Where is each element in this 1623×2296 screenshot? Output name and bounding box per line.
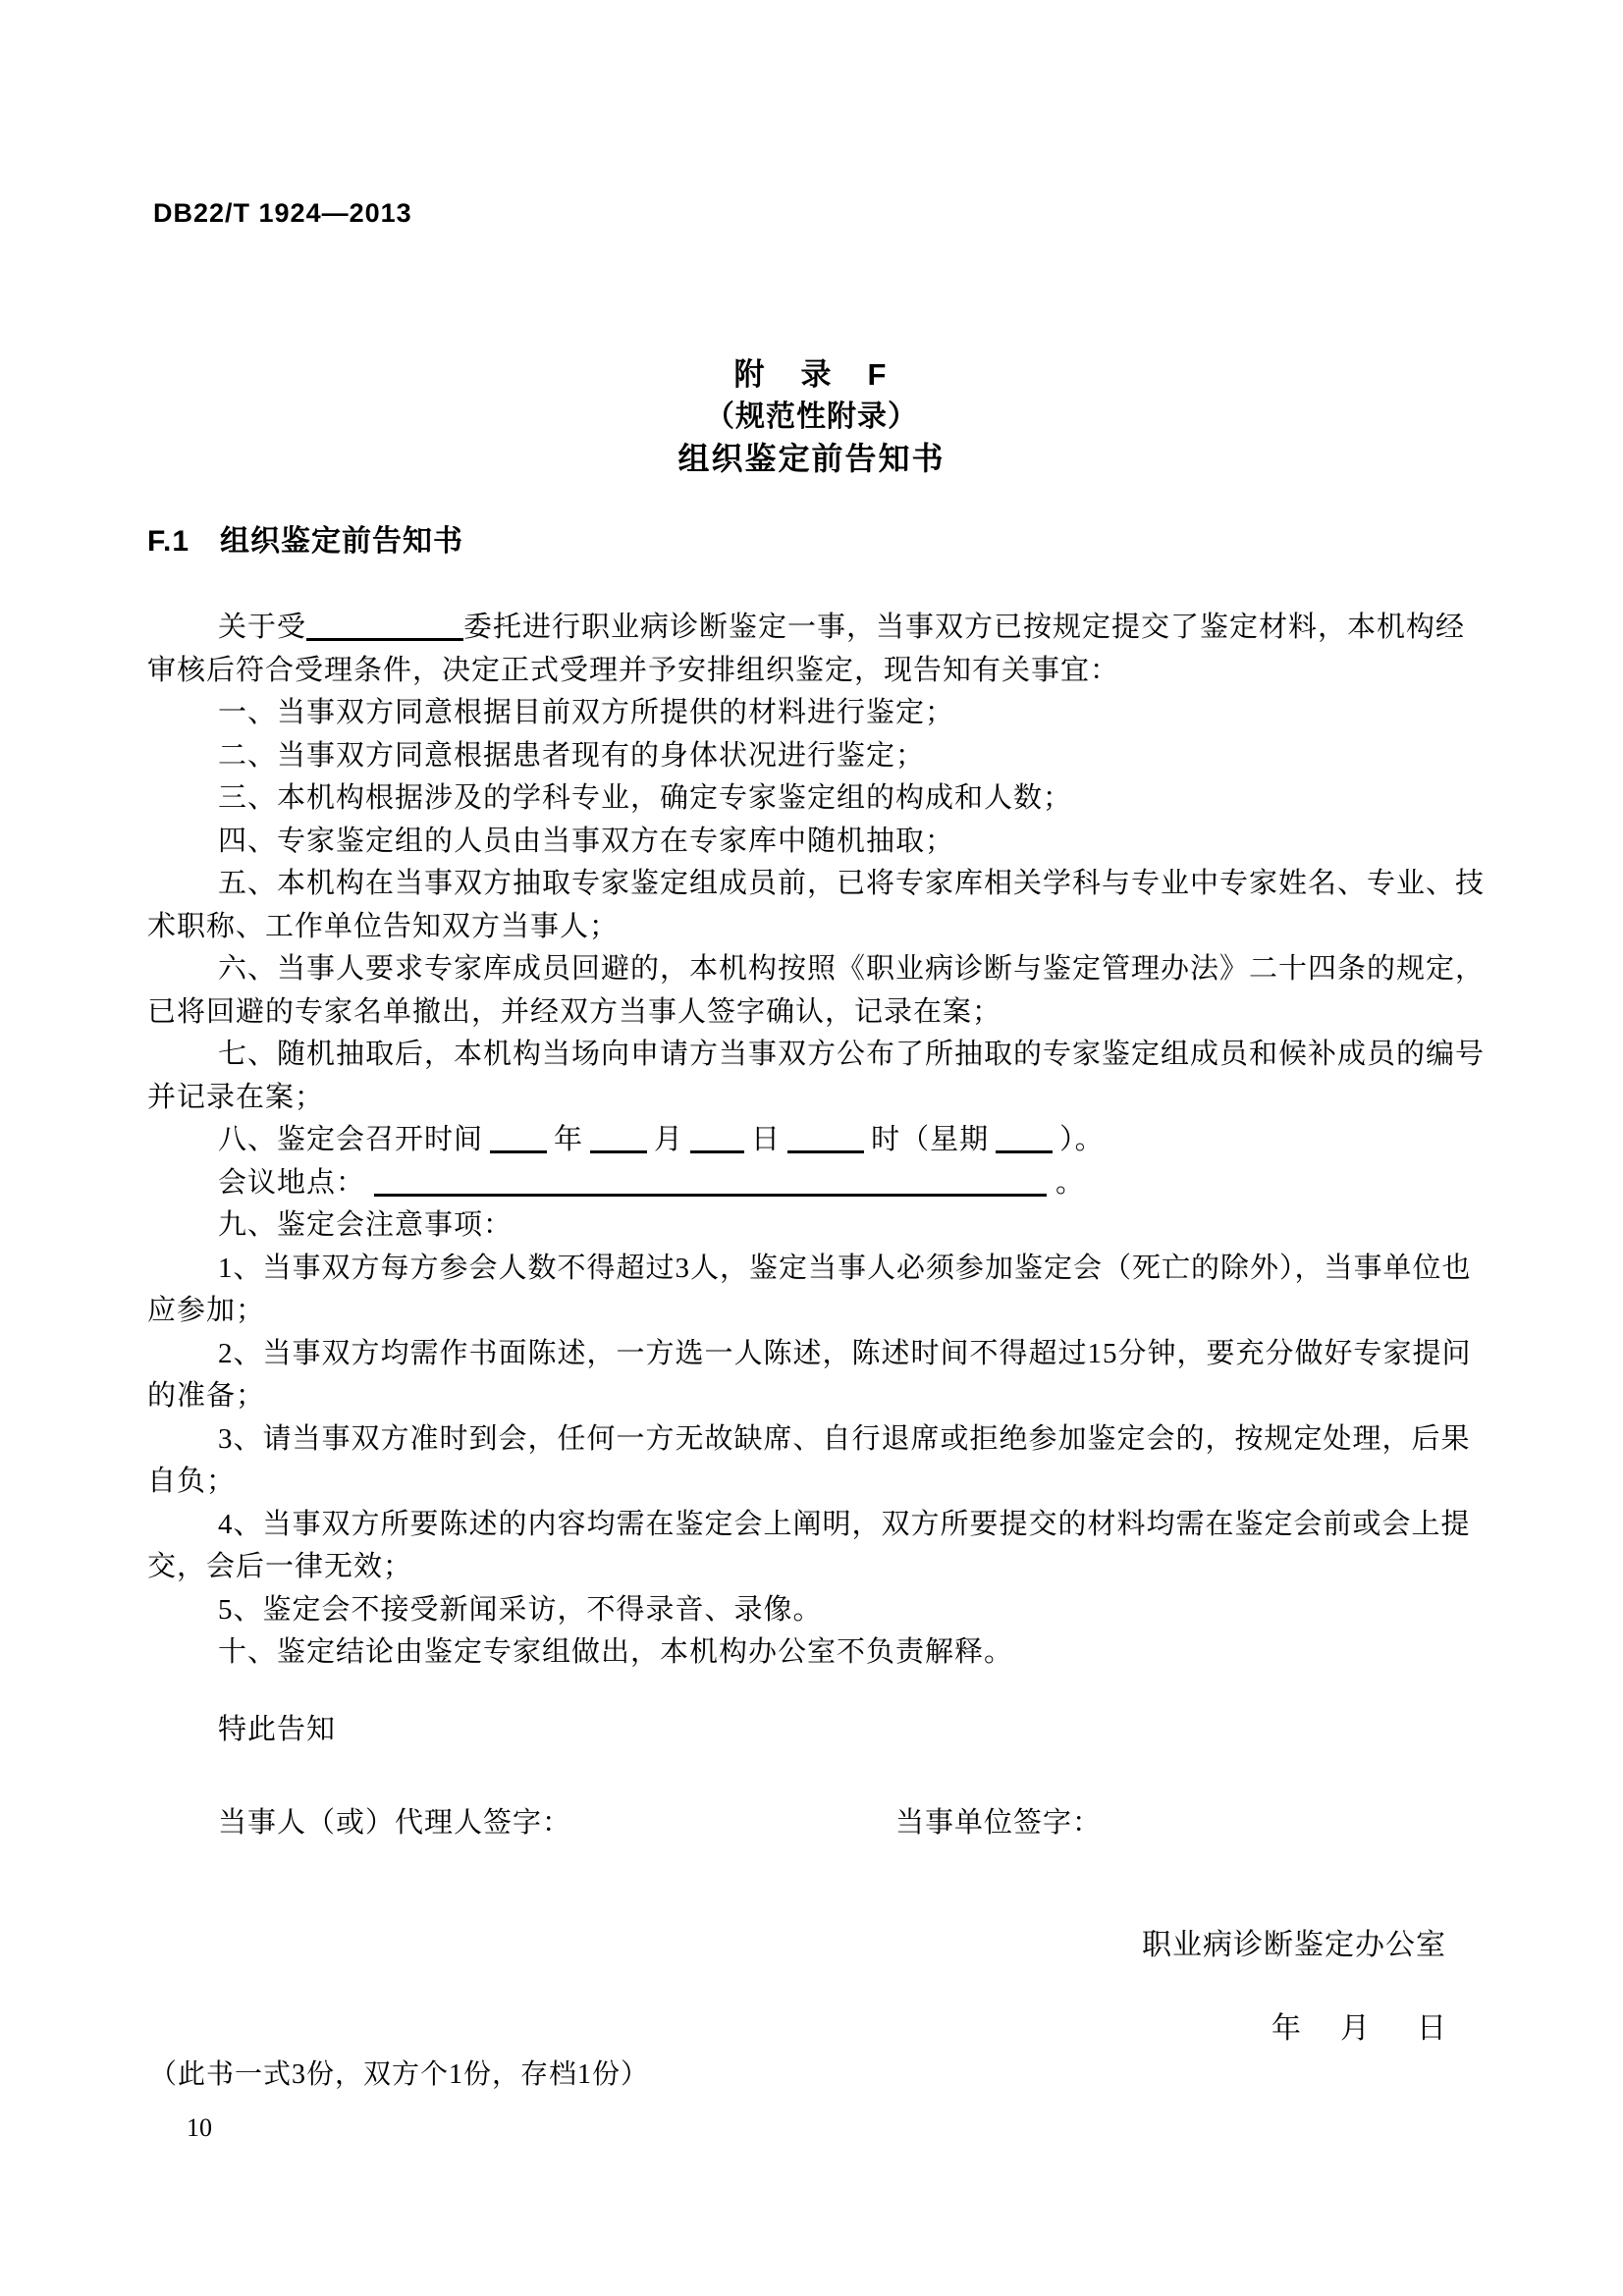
body-line: 5、鉴定会不接受新闻采访，不得录音、录像。: [218, 1593, 823, 1626]
appendix-letter-title: 附 录 F: [733, 357, 890, 392]
date-placeholder-line: [1271, 2007, 1446, 2050]
body-line: 三、本机构根据涉及的学科专业，确定专家鉴定组的构成和人数；: [218, 782, 1073, 814]
body-line: 的准备；: [147, 1380, 266, 1412]
blank-field: [996, 1150, 1053, 1153]
body-line: 应参加；: [147, 1295, 266, 1326]
standard-number: DB22/T 1924—2013: [153, 198, 412, 228]
body-line: [147, 1119, 1502, 1162]
body-line: 自负；: [147, 1466, 237, 1497]
day-label: 日: [1417, 2012, 1446, 2045]
body-line: 审核后符合受理条件，决定正式受理并予安排组织鉴定，现告知有关事宜：: [147, 654, 1120, 686]
employer-signature-label: 当事单位签字：: [895, 1807, 1103, 1839]
body-line: 4、当事双方所要陈述的内容均需在鉴定会上阐明，双方所要提交的材料均需在鉴定会前或会上提: [218, 1508, 1471, 1540]
body-line: 五、本机构在当事双方抽取专家鉴定组成员前，已将专家库相关学科与专业中专家姓名、专业、技: [218, 868, 1486, 899]
body-line: 1、当事双方每方参会人数不得超过3人，鉴定当事人必须参加鉴定会（死亡的除外），当事单位也: [218, 1252, 1472, 1284]
blank-field: [787, 1150, 864, 1153]
body-line: 一、当事双方同意根据目前双方所提供的材料进行鉴定；: [218, 697, 955, 728]
body-line: [147, 1162, 1502, 1205]
party-signature-label: 当事人（或）代理人签字：: [218, 1807, 572, 1839]
month-label: 月: [654, 1124, 684, 1155]
year-label: 年: [1271, 2012, 1301, 2045]
page-number: 10: [187, 2113, 212, 2142]
body-line: 术职称、工作单位告知双方当事人；: [147, 910, 620, 942]
appendix-type-subtitle: （规范性附录）: [705, 400, 918, 433]
appendix-title-block: [0, 353, 1623, 480]
venue-label: 会议地点：: [218, 1166, 366, 1199]
body-line: 已将回避的专家名单撤出，并经双方当事人签字确认，记录在案；: [147, 995, 1002, 1028]
body-line: [147, 607, 1502, 650]
period-text: 。: [1055, 1166, 1086, 1199]
body-line: 十、鉴定结论由鉴定专家组做出，本机构办公室不负责解释。: [218, 1636, 1014, 1668]
body-line: 四、专家鉴定组的人员由当事双方在专家库中随机抽取；: [218, 825, 955, 857]
blank-field: [590, 1150, 647, 1153]
blank-field: [306, 638, 463, 641]
body-line: 交，会后一律无效；: [147, 1551, 413, 1582]
body-line: 并记录在案；: [147, 1081, 325, 1113]
blank-field: [490, 1150, 547, 1153]
year-label: 年: [554, 1124, 584, 1155]
closing-paren-text: ）。: [1059, 1124, 1105, 1155]
copies-footnote: （此书一式3份，双方个1份，存档1份）: [149, 2059, 650, 2090]
body-line: 六、当事人要求专家库成员回避的，本机构按照《职业病诊断与鉴定管理办法》二十四条的规定，: [218, 953, 1486, 985]
body-line: 3、请当事双方准时到会，任何一方无故缺席、自行退席或拒绝参加鉴定会的，按规定处理，后果: [218, 1422, 1471, 1455]
blank-field: [374, 1194, 1047, 1197]
blank-field: [690, 1150, 744, 1153]
notice-statement: 特此告知: [218, 1714, 337, 1745]
body-line: 二、当事双方同意根据患者现有的身体状况进行鉴定；: [218, 739, 926, 772]
body-line-text: 八、鉴定会召开时间: [218, 1124, 484, 1155]
body-line: 2、当事双方均需作书面陈述，一方选一人陈述，陈述时间不得超过15分钟，要充分做好专家提问: [218, 1337, 1472, 1369]
month-label: 月: [1340, 2012, 1370, 2045]
body-line: 七、随机抽取后，本机构当场向申请方当事双方公布了所抽取的专家鉴定组成员和候补成员的编号: [218, 1039, 1486, 1070]
day-label: 日: [751, 1124, 782, 1155]
issuing-office-signature: 职业病诊断鉴定办公室: [1142, 1929, 1446, 1961]
section-heading: F.1 组织鉴定前告知书: [147, 525, 464, 558]
body-line-text: 关于受: [218, 612, 307, 643]
notice-body: [147, 607, 1502, 1675]
body-line: 九、鉴定会注意事项：: [218, 1209, 514, 1241]
body-line-text: 委托进行职业病诊断鉴定一事，当事双方已按规定提交了鉴定材料，本机构经: [463, 612, 1466, 643]
hour-weekday-label: 时（星期: [871, 1124, 990, 1155]
appendix-doc-title: 组织鉴定前告知书: [677, 441, 946, 476]
